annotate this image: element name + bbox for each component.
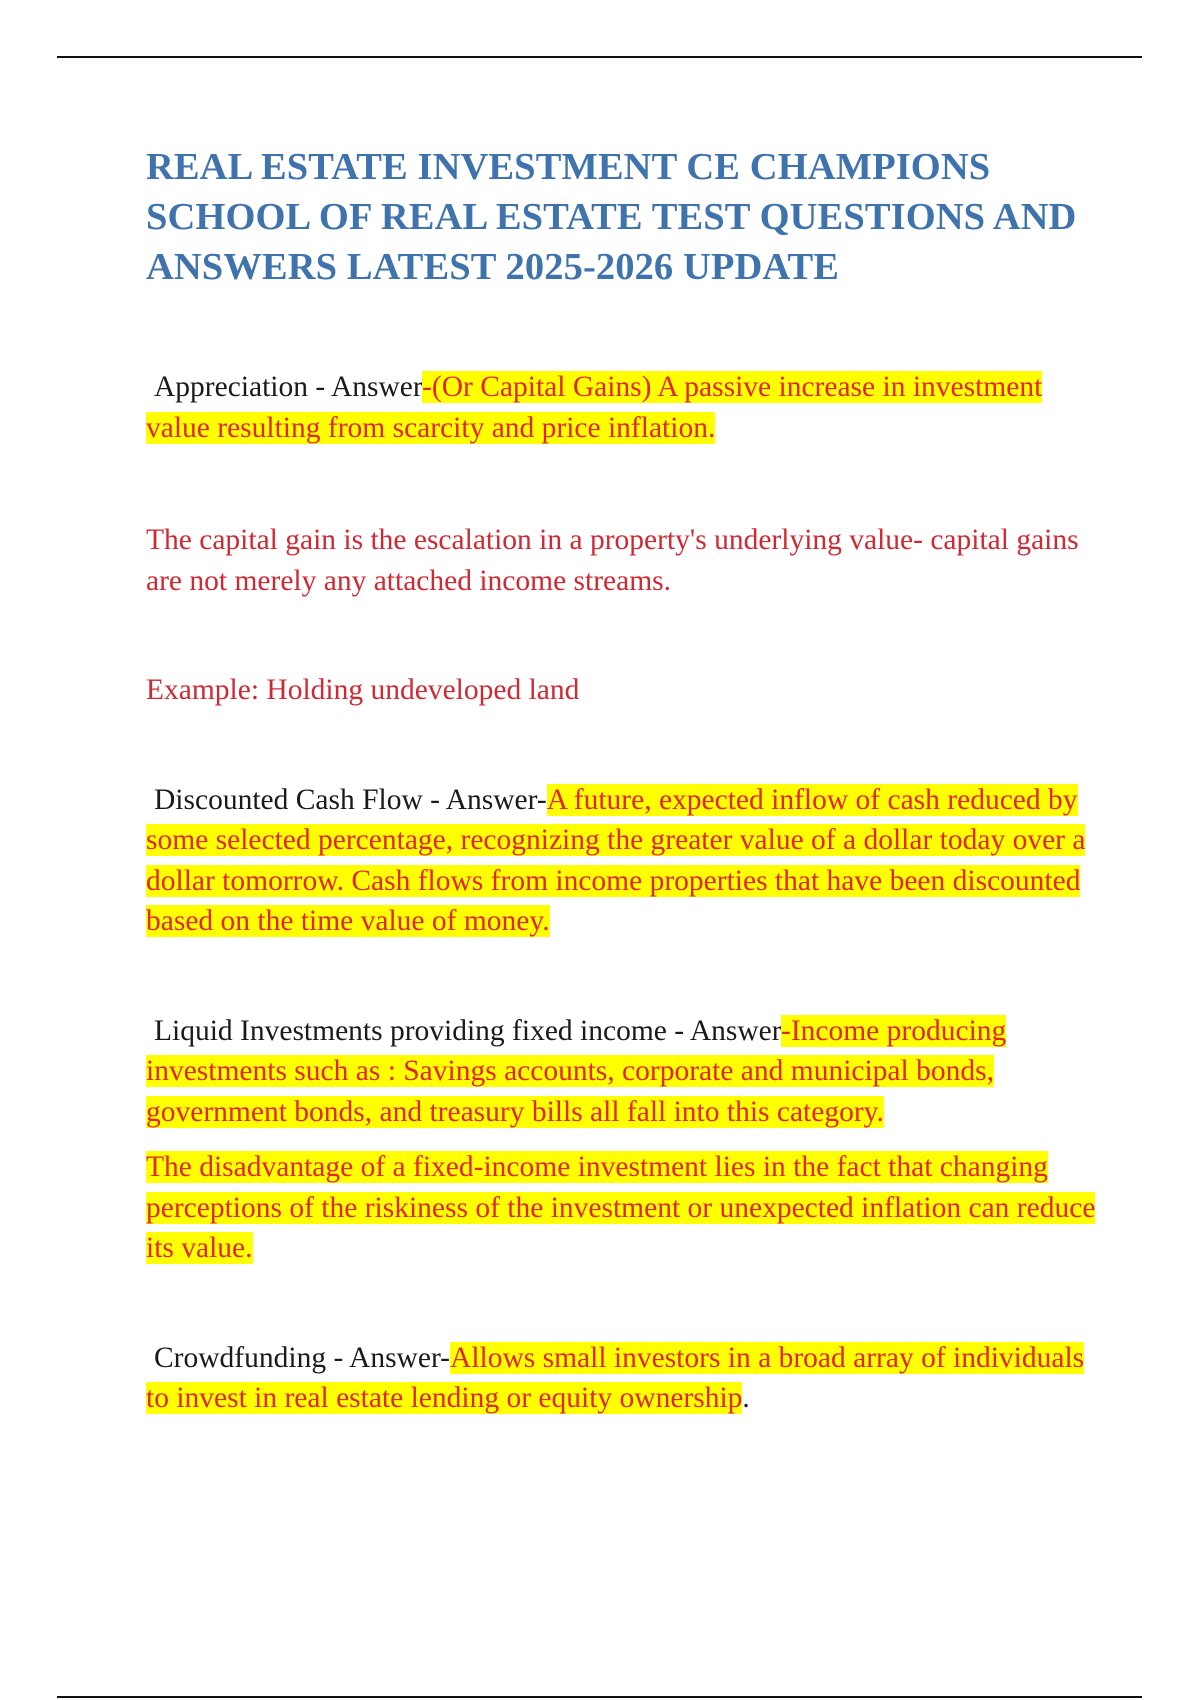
answer-text: -(Or Capital Gains) A passive increase in investment value resulting from scarcity and price inflation. [146, 371, 1043, 444]
note-capital-gain: The capital gain is the escalation in a property's underlying value- capital gains are not merely any attached income streams. [146, 524, 1079, 597]
trailing-period: . [742, 1382, 750, 1414]
answer-text: A future, expected inflow of cash reduced by some selected percentage, recognizing the greater value of a dollar today over a dollar tomorrow. Cash flows from income properties that have been discounted based on the time value of money. [146, 783, 1086, 937]
document-body [146, 142, 1096, 1419]
term-label: Liquid Investments providing fixed income - Answer [154, 1014, 781, 1047]
answer-text: Allows small investors in a broad array of individuals to invest in real estate lending or equity ownership [146, 1341, 1085, 1414]
term-label: Discounted Cash Flow - Answer- [154, 783, 547, 816]
entry-discounted-cash-flow [146, 780, 1096, 942]
note-example: Example: Holding undeveloped land [146, 674, 580, 706]
entry-fixed-income-disadvantage [146, 1147, 1096, 1269]
entry-appreciation [146, 367, 1096, 448]
term-label: Crowdfunding - Answer- [154, 1341, 451, 1374]
entry-liquid-investments [146, 1011, 1096, 1133]
document-title: REAL ESTATE INVESTMENT CE CHAMPIONS SCHOOL OF REAL ESTATE TEST QUESTIONS AND ANSWERS LATEST 2025-2026 UPDATE [146, 146, 1077, 288]
bottom-rule [57, 1696, 1142, 1698]
entry-crowdfunding [146, 1338, 1096, 1419]
answer-text: The disadvantage of a fixed-income investment lies in the fact that changing perceptions of the riskiness of the investment or unexpected inflation can reduce its value. [146, 1151, 1096, 1264]
answer-text: -Income producing investments such as : Savings accounts, corporate and municipal bonds, government bonds, and treasury bills all fall into this category. [146, 1014, 1007, 1128]
top-rule [57, 56, 1142, 58]
term-label: Appreciation - Answer [154, 371, 423, 403]
